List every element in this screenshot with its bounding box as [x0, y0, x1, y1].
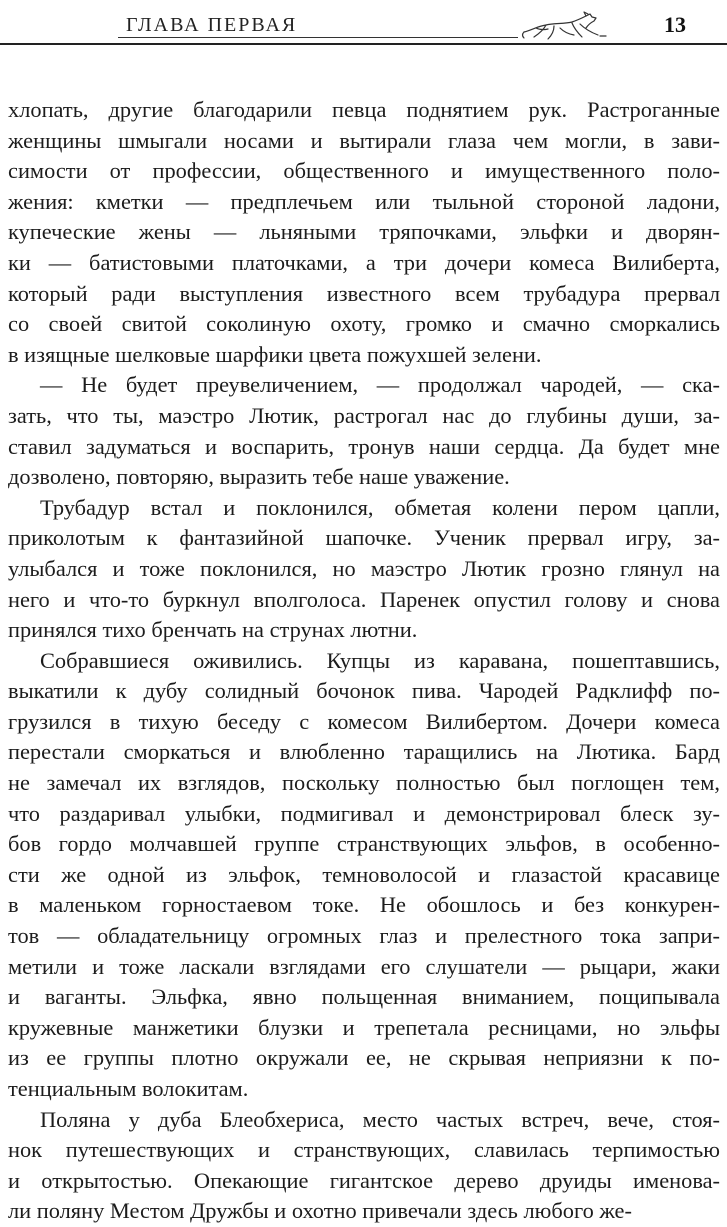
- text-line: перестали сморкаться и влюбленно таращились на Лютика. Бард: [8, 739, 720, 765]
- text-line: ли поляну Местом Дружбы и охотно привечали здесь любого же-: [8, 1198, 632, 1224]
- text-line: женщины шмыгали носами и вытирали глаза чем могли, в зави-: [8, 127, 720, 153]
- text-line: бов гордо молчавшей группе странствующих эльфов, в особенно-: [8, 831, 720, 857]
- text-line: в маленьком горностаевом токе. Не обошлось и без конкурен-: [8, 892, 720, 918]
- page-number: 13: [664, 12, 686, 37]
- paragraph: [8, 95, 720, 370]
- running-header: [0, 0, 727, 50]
- body-text: [8, 95, 720, 1227]
- text-line: принялся тихо бренчать на струнах лютни.: [8, 617, 418, 643]
- header-rule-bottom: [0, 43, 727, 45]
- paragraph: [8, 1105, 720, 1227]
- text-line: в изящные шелковые шарфики цвета пожухшей зелени.: [8, 341, 542, 367]
- text-line: со своей свитой соколиную охоту, громко и смачно сморкались: [8, 311, 720, 337]
- text-line: симости от профессии, общественного и имущественного поло-: [8, 158, 720, 184]
- text-line: зать, что ты, маэстро Лютик, растрогал нас до глубины души, за-: [8, 402, 720, 428]
- text-line: метили и тоже ласкали взглядами его слушатели — рыцари, жаки: [8, 953, 720, 979]
- text-line: кружевные манжетики блузки и трепетала ресницами, но эльфы: [8, 1014, 720, 1040]
- text-line: из ее группы плотно окружали ее, не скрывая неприязни к по-: [8, 1045, 720, 1071]
- header-rule-top: [118, 37, 518, 38]
- text-line: ки — батистовыми платочками, а три дочери комеса Вилиберта,: [8, 249, 720, 275]
- text-line: что раздаривал улыбки, подмигивал и демонстрировал блеск зу-: [8, 800, 720, 826]
- text-line: жения: кметки — предплечьем или тыльной стороной ладони,: [8, 188, 720, 214]
- text-line: тенциальным волокитам.: [8, 1076, 249, 1101]
- wolf-emblem-icon: [520, 8, 610, 44]
- text-line: тов — обладательницу огромных глаз и прелестного тока запри-: [8, 923, 720, 949]
- text-line: хлопать, другие благодарили певца поднятием рук. Растроганные: [8, 97, 720, 122]
- text-line: нок путешествующих и странствующих, славилась терпимостью: [8, 1137, 720, 1163]
- paragraph: [8, 646, 720, 1105]
- text-line: выкатили к дубу солидный бочонок пива. Чародей Радклифф по-: [8, 678, 720, 704]
- paragraph: [8, 370, 720, 492]
- text-line: купеческие жены — льняными тряпочками, эльфки и дворян-: [8, 219, 720, 245]
- text-line: и ваганты. Эльфка, явно польщенная вниманием, пощипывала: [8, 984, 720, 1010]
- text-line: грузился в тихую беседу с комесом Вилибертом. Дочери комеса: [8, 708, 720, 734]
- text-line: улыбался и тоже поклонился, но маэстро Лютик грозно глянул на: [8, 555, 720, 581]
- text-line: дозволено, повторяю, выразить тебе наше уважение.: [8, 464, 510, 490]
- paragraph: [8, 493, 720, 646]
- chapter-title: ГЛАВА ПЕРВАЯ: [126, 14, 298, 36]
- text-line: ставил задуматься и воспарить, тронув наши сердца. Да будет мне: [8, 433, 720, 459]
- text-line: Собравшиеся оживились. Купцы из каравана, пошептавшись,: [40, 647, 720, 673]
- text-line: сти же одной из эльфок, темноволосой и глазастой красавице: [8, 861, 720, 887]
- text-line: и открытостью. Опекающие гигантское дерево друиды именова-: [8, 1167, 720, 1193]
- text-line: Трубадур встал и поклонился, обметая колени пером цапли,: [40, 494, 720, 520]
- text-line: Поляна у дуба Блеобхериса, место частых встреч, вече, стоя-: [40, 1106, 720, 1132]
- text-line: — Не будет преувеличением, — продолжал чародей, — ска-: [40, 372, 720, 398]
- text-line: него и что-то буркнул вполголоса. Паренек опустил голову и снова: [8, 586, 720, 612]
- text-line: не замечал их взглядов, поскольку полностью был поглощен тем,: [8, 770, 720, 796]
- text-line: который ради выступления известного всем трубадура прервал: [8, 280, 720, 306]
- text-line: приколотым к фантазийной шапочке. Ученик прервал игру, за-: [8, 525, 720, 551]
